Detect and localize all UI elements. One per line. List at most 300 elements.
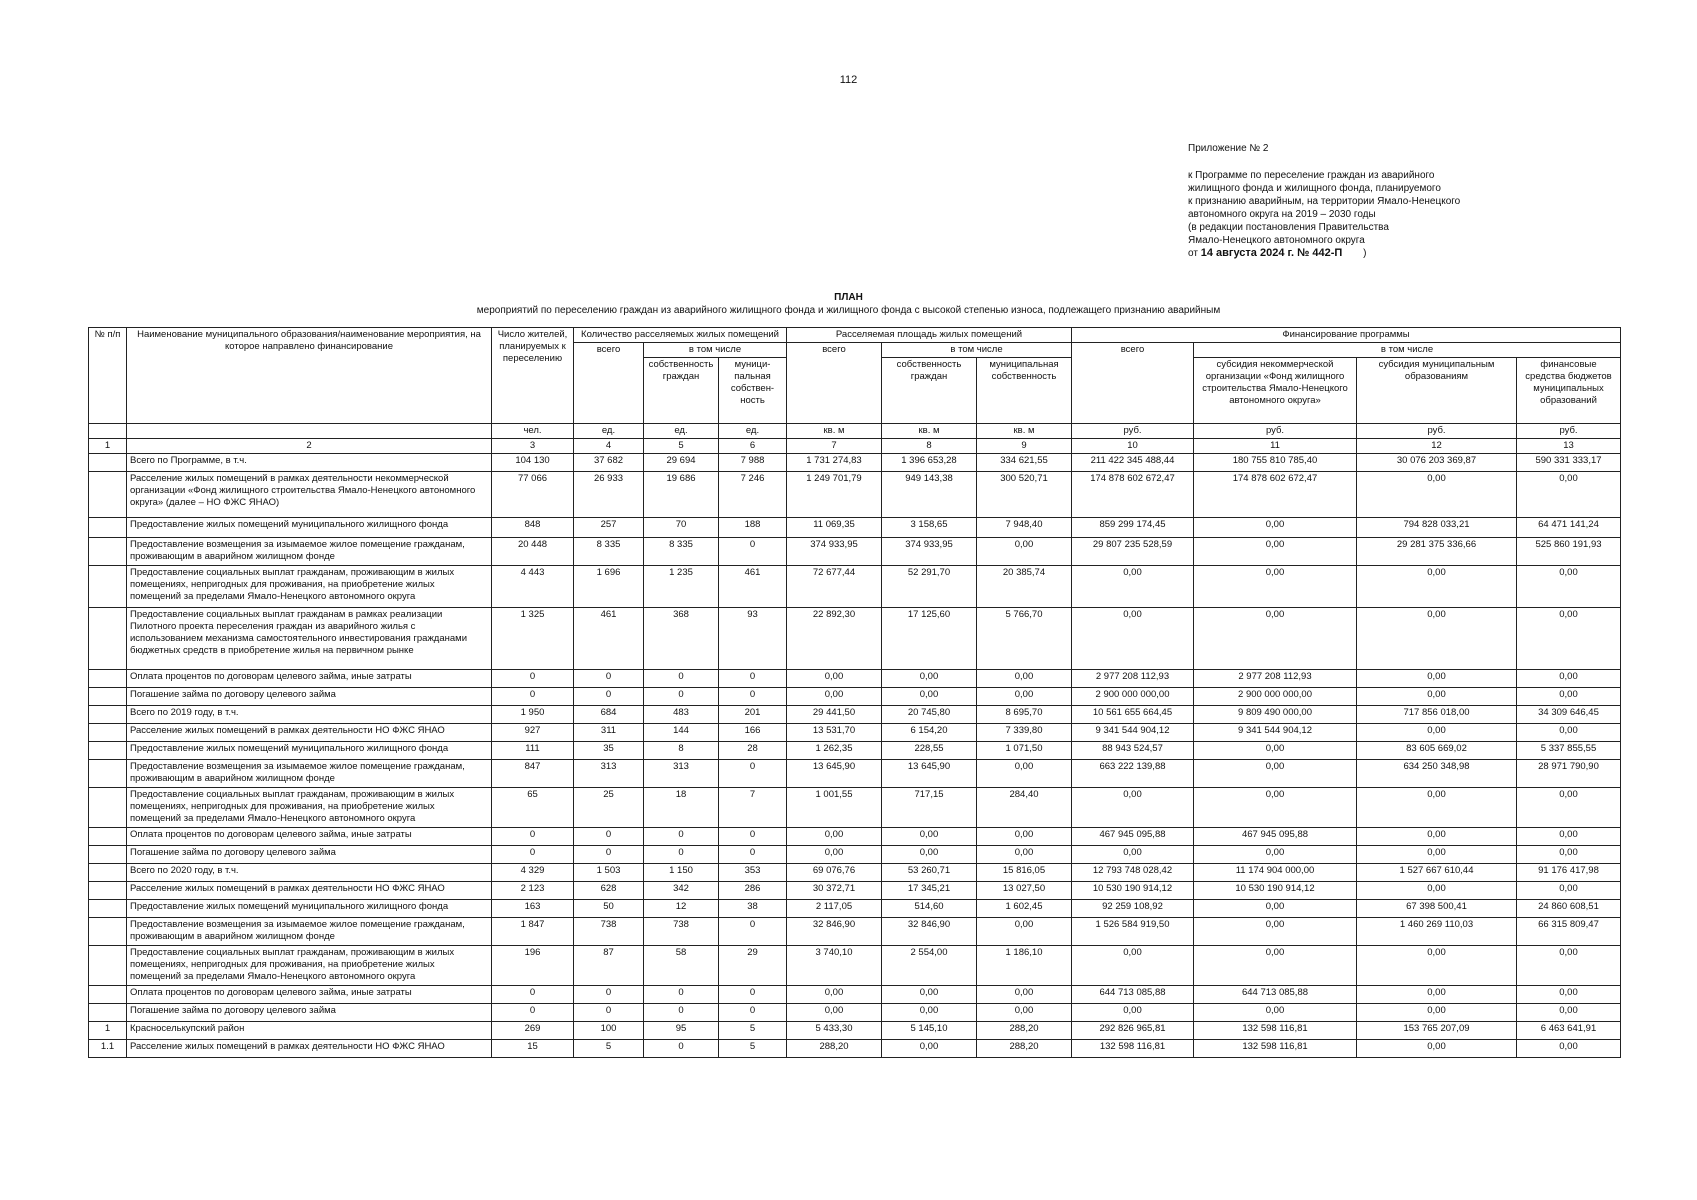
appendix-line: (в редакции постановления Правительства bbox=[1188, 222, 1389, 233]
value-cell: 50 bbox=[574, 900, 644, 918]
value-cell: 0,00 bbox=[787, 986, 882, 1004]
value-cell: 188 bbox=[719, 518, 787, 538]
value-cell: 1 186,10 bbox=[977, 946, 1072, 986]
value-cell: 88 943 524,57 bbox=[1072, 742, 1194, 760]
value-cell: 0,00 bbox=[1357, 1040, 1517, 1058]
value-cell: 6 463 641,91 bbox=[1517, 1022, 1621, 1040]
value-cell: 228,55 bbox=[882, 742, 977, 760]
value-cell: 0 bbox=[574, 846, 644, 864]
row-number-cell bbox=[89, 846, 127, 864]
table-row bbox=[89, 454, 1621, 472]
value-cell: 0,00 bbox=[977, 760, 1072, 788]
value-cell: 9 809 490 000,00 bbox=[1194, 706, 1357, 724]
value-cell: 0,00 bbox=[882, 670, 977, 688]
value-cell: 0,00 bbox=[1357, 670, 1517, 688]
value-cell: 2 977 208 112,93 bbox=[1072, 670, 1194, 688]
value-cell: 847 bbox=[492, 760, 574, 788]
row-number-cell bbox=[89, 946, 127, 986]
value-cell: 104 130 bbox=[492, 454, 574, 472]
value-cell: 1 001,55 bbox=[787, 788, 882, 828]
value-cell: 10 530 190 914,12 bbox=[1194, 882, 1357, 900]
table-row bbox=[89, 608, 1621, 670]
value-cell: 311 bbox=[574, 724, 644, 742]
value-cell: 0 bbox=[574, 828, 644, 846]
value-cell: 25 bbox=[574, 788, 644, 828]
value-cell: 29 441,50 bbox=[787, 706, 882, 724]
value-cell: 38 bbox=[719, 900, 787, 918]
value-cell: 514,60 bbox=[882, 900, 977, 918]
row-name-cell: Расселение жилых помещений в рамках деятельности НО ФЖС ЯНАО bbox=[127, 1040, 492, 1058]
value-cell: 2 900 000 000,00 bbox=[1072, 688, 1194, 706]
header-subsidy-fund: субсидия некоммерческой организации «Фонд жилищного строительства Ямало-Ненецкого автономного округа» bbox=[1194, 358, 1357, 424]
value-cell: 0 bbox=[719, 670, 787, 688]
value-cell: 257 bbox=[574, 518, 644, 538]
value-cell: 111 bbox=[492, 742, 574, 760]
value-cell: 29 807 235 528,59 bbox=[1072, 538, 1194, 566]
value-cell: 13 645,90 bbox=[787, 760, 882, 788]
value-cell: 1 249 701,79 bbox=[787, 472, 882, 518]
value-cell: 7 948,40 bbox=[977, 518, 1072, 538]
value-cell: 0,00 bbox=[1517, 566, 1621, 608]
value-cell: 77 066 bbox=[492, 472, 574, 518]
value-cell: 5 bbox=[574, 1040, 644, 1058]
value-cell: 20 745,80 bbox=[882, 706, 977, 724]
value-cell: 0,00 bbox=[1357, 1004, 1517, 1022]
value-cell: 18 bbox=[644, 788, 719, 828]
column-number-cell: 11 bbox=[1194, 439, 1357, 454]
value-cell: 201 bbox=[719, 706, 787, 724]
row-name-cell: Предоставление социальных выплат гражданам в рамках реализации Пилотного проекта переселения граждан из аварийного жилья с использованием механизма самостоятельного инвестирования гражданами бюджетных средств в приобретение жилья на первичном рынке bbox=[127, 608, 492, 670]
value-cell: 72 677,44 bbox=[787, 566, 882, 608]
value-cell: 0,00 bbox=[977, 1004, 1072, 1022]
value-cell: 0,00 bbox=[977, 846, 1072, 864]
value-cell: 0,00 bbox=[1194, 846, 1357, 864]
value-cell: 0 bbox=[719, 846, 787, 864]
value-cell: 5 145,10 bbox=[882, 1022, 977, 1040]
row-name-cell: Погашение займа по договору целевого займа bbox=[127, 846, 492, 864]
page-number: 112 bbox=[839, 74, 858, 86]
value-cell: 174 878 602 672,47 bbox=[1072, 472, 1194, 518]
value-cell: 8 335 bbox=[574, 538, 644, 566]
value-cell: 738 bbox=[644, 918, 719, 946]
value-cell: 0,00 bbox=[977, 828, 1072, 846]
value-cell: 10 561 655 664,45 bbox=[1072, 706, 1194, 724]
header-area-citizens: собственность граждан bbox=[882, 358, 977, 424]
value-cell: 1 150 bbox=[644, 864, 719, 882]
value-cell: 35 bbox=[574, 742, 644, 760]
value-cell: 83 605 669,02 bbox=[1357, 742, 1517, 760]
value-cell: 8 695,70 bbox=[977, 706, 1072, 724]
value-cell: 0,00 bbox=[787, 846, 882, 864]
value-cell: 0,00 bbox=[1194, 518, 1357, 538]
unit-cell: кв. м bbox=[787, 424, 882, 439]
value-cell: 0 bbox=[492, 986, 574, 1004]
unit-cell bbox=[127, 424, 492, 439]
value-cell: 0 bbox=[719, 918, 787, 946]
column-number-cell: 5 bbox=[644, 439, 719, 454]
table-row bbox=[89, 864, 1621, 882]
value-cell: 9 341 544 904,12 bbox=[1194, 724, 1357, 742]
value-cell: 0,00 bbox=[1194, 946, 1357, 986]
value-cell: 0,00 bbox=[977, 918, 1072, 946]
value-cell: 132 598 116,81 bbox=[1194, 1022, 1357, 1040]
value-cell: 28 bbox=[719, 742, 787, 760]
table-row bbox=[89, 538, 1621, 566]
value-cell: 0,00 bbox=[977, 670, 1072, 688]
value-cell: 30 076 203 369,87 bbox=[1357, 454, 1517, 472]
value-cell: 2 123 bbox=[492, 882, 574, 900]
value-cell: 0 bbox=[644, 846, 719, 864]
row-name-cell: Предоставление возмещения за изымаемое жилое помещение гражданам, проживающим в аварийном жилищном фонде bbox=[127, 918, 492, 946]
value-cell: 37 682 bbox=[574, 454, 644, 472]
value-cell: 0,00 bbox=[1517, 1004, 1621, 1022]
header-count-including: в том числе bbox=[644, 343, 787, 358]
value-cell: 1 950 bbox=[492, 706, 574, 724]
value-cell: 15 816,05 bbox=[977, 864, 1072, 882]
value-cell: 11 069,35 bbox=[787, 518, 882, 538]
column-number-cell: 4 bbox=[574, 439, 644, 454]
row-number-cell bbox=[89, 760, 127, 788]
column-number-cell: 8 bbox=[882, 439, 977, 454]
value-cell: 1 731 274,83 bbox=[787, 454, 882, 472]
column-number-cell: 2 bbox=[127, 439, 492, 454]
value-cell: 0 bbox=[719, 760, 787, 788]
table-row bbox=[89, 670, 1621, 688]
value-cell: 0,00 bbox=[1194, 900, 1357, 918]
header-area-including: в том числе bbox=[882, 343, 1072, 358]
appendix-line: жилищного фонда и жилищного фонда, планируемого bbox=[1188, 183, 1441, 194]
unit-cell: ед. bbox=[719, 424, 787, 439]
value-cell: 29 bbox=[719, 946, 787, 986]
table-row bbox=[89, 566, 1621, 608]
row-name-cell: Расселение жилых помещений в рамках деятельности НО ФЖС ЯНАО bbox=[127, 882, 492, 900]
value-cell: 5 433,30 bbox=[787, 1022, 882, 1040]
unit-cell: кв. м bbox=[977, 424, 1072, 439]
value-cell: 0,00 bbox=[1072, 946, 1194, 986]
table-row bbox=[89, 918, 1621, 946]
row-number-cell: 1 bbox=[89, 1022, 127, 1040]
row-number-cell: 1.1 bbox=[89, 1040, 127, 1058]
appendix-date: 14 августа 2024 г. № 442-П bbox=[1200, 247, 1343, 259]
unit-cell: руб. bbox=[1072, 424, 1194, 439]
value-cell: 0,00 bbox=[1357, 846, 1517, 864]
value-cell: 32 846,90 bbox=[882, 918, 977, 946]
unit-cell: чел. bbox=[492, 424, 574, 439]
value-cell: 0 bbox=[644, 688, 719, 706]
value-cell: 0,00 bbox=[882, 828, 977, 846]
value-cell: 0,00 bbox=[1517, 670, 1621, 688]
row-number-cell bbox=[89, 900, 127, 918]
value-cell: 0 bbox=[492, 846, 574, 864]
value-cell: 0,00 bbox=[1357, 828, 1517, 846]
value-cell: 0 bbox=[492, 688, 574, 706]
value-cell: 7 339,80 bbox=[977, 724, 1072, 742]
value-cell: 0,00 bbox=[1194, 566, 1357, 608]
header-count-citizens: собственность граждан bbox=[644, 358, 719, 424]
value-cell: 374 933,95 bbox=[882, 538, 977, 566]
column-number-cell: 10 bbox=[1072, 439, 1194, 454]
row-name-cell: Предоставление возмещения за изымаемое жилое помещение гражданам, проживающим в аварийном жилищном фонде bbox=[127, 538, 492, 566]
column-number-cell: 6 bbox=[719, 439, 787, 454]
value-cell: 30 372,71 bbox=[787, 882, 882, 900]
value-cell: 374 933,95 bbox=[787, 538, 882, 566]
row-number-cell bbox=[89, 566, 127, 608]
value-cell: 0,00 bbox=[1357, 566, 1517, 608]
value-cell: 6 154,20 bbox=[882, 724, 977, 742]
unit-cell: ед. bbox=[574, 424, 644, 439]
appendix-line: к Программе по переселение граждан из аварийного bbox=[1188, 170, 1435, 181]
row-number-cell bbox=[89, 724, 127, 742]
value-cell: 0,00 bbox=[1517, 608, 1621, 670]
header-num: № п/п bbox=[89, 328, 127, 424]
table-row bbox=[89, 986, 1621, 1004]
value-cell: 0,00 bbox=[882, 1004, 977, 1022]
row-name-cell: Предоставление возмещения за изымаемое жилое помещение гражданам, проживающим в аварийном жилищном фонде bbox=[127, 760, 492, 788]
value-cell: 5 bbox=[719, 1040, 787, 1058]
row-name-cell: Предоставление жилых помещений муниципального жилищного фонда bbox=[127, 742, 492, 760]
value-cell: 286 bbox=[719, 882, 787, 900]
value-cell: 663 222 139,88 bbox=[1072, 760, 1194, 788]
row-name-cell: Предоставление социальных выплат гражданам, проживающим в жилых помещениях, непригодных для проживания, на приобретение жилых помещений за пределами Ямало-Ненецкого автономного округа bbox=[127, 788, 492, 828]
value-cell: 2 117,05 bbox=[787, 900, 882, 918]
value-cell: 70 bbox=[644, 518, 719, 538]
value-cell: 353 bbox=[719, 864, 787, 882]
value-cell: 0,00 bbox=[1072, 566, 1194, 608]
value-cell: 144 bbox=[644, 724, 719, 742]
value-cell: 91 176 417,98 bbox=[1517, 864, 1621, 882]
row-name-cell: Расселение жилых помещений в рамках деятельности НО ФЖС ЯНАО bbox=[127, 724, 492, 742]
value-cell: 0,00 bbox=[1517, 882, 1621, 900]
value-cell: 949 143,38 bbox=[882, 472, 977, 518]
value-cell: 100 bbox=[574, 1022, 644, 1040]
value-cell: 0 bbox=[719, 688, 787, 706]
value-cell: 644 713 085,88 bbox=[1072, 986, 1194, 1004]
value-cell: 0,00 bbox=[1194, 538, 1357, 566]
value-cell: 0 bbox=[719, 986, 787, 1004]
value-cell: 0 bbox=[574, 986, 644, 1004]
row-number-cell bbox=[89, 706, 127, 724]
value-cell: 288,20 bbox=[787, 1040, 882, 1058]
value-cell: 0,00 bbox=[1517, 724, 1621, 742]
header-finance-group: Финансирование программы bbox=[1072, 328, 1621, 343]
header-finance-total: всего bbox=[1072, 343, 1194, 424]
value-cell: 848 bbox=[492, 518, 574, 538]
table-row bbox=[89, 900, 1621, 918]
table-row bbox=[89, 724, 1621, 742]
value-cell: 1 325 bbox=[492, 608, 574, 670]
value-cell: 0 bbox=[492, 1004, 574, 1022]
appendix-line: Ямало-Ненецкого автономного округа bbox=[1188, 235, 1365, 246]
value-cell: 19 686 bbox=[644, 472, 719, 518]
value-cell: 29 281 375 336,66 bbox=[1357, 538, 1517, 566]
value-cell: 92 259 108,92 bbox=[1072, 900, 1194, 918]
value-cell: 483 bbox=[644, 706, 719, 724]
row-name-cell: Оплата процентов по договорам целевого займа, иные затраты bbox=[127, 828, 492, 846]
value-cell: 3 740,10 bbox=[787, 946, 882, 986]
row-name-cell: Предоставление жилых помещений муниципального жилищного фонда bbox=[127, 518, 492, 538]
appendix-date-prefix: от bbox=[1188, 248, 1198, 259]
header-count-municipal: муници-пальная собствен-ность bbox=[719, 358, 787, 424]
value-cell: 2 900 000 000,00 bbox=[1194, 688, 1357, 706]
table-row bbox=[89, 706, 1621, 724]
row-number-cell bbox=[89, 742, 127, 760]
value-cell: 93 bbox=[719, 608, 787, 670]
value-cell: 590 331 333,17 bbox=[1517, 454, 1621, 472]
row-name-cell: Всего по 2020 году, в т.ч. bbox=[127, 864, 492, 882]
value-cell: 32 846,90 bbox=[787, 918, 882, 946]
value-cell: 153 765 207,09 bbox=[1357, 1022, 1517, 1040]
value-cell: 66 315 809,47 bbox=[1517, 918, 1621, 946]
value-cell: 684 bbox=[574, 706, 644, 724]
value-cell: 26 933 bbox=[574, 472, 644, 518]
value-cell: 10 530 190 914,12 bbox=[1072, 882, 1194, 900]
value-cell: 174 878 602 672,47 bbox=[1194, 472, 1357, 518]
value-cell: 1 602,45 bbox=[977, 900, 1072, 918]
header-budget-funds: финансовые средства бюджетов муниципальных образований bbox=[1517, 358, 1621, 424]
row-name-cell: Предоставление социальных выплат гражданам, проживающим в жилых помещениях, непригодных для проживания, на приобретение жилых помещений за пределами Ямало-Ненецкого автономного округа bbox=[127, 946, 492, 986]
value-cell: 0 bbox=[644, 986, 719, 1004]
value-cell: 461 bbox=[574, 608, 644, 670]
value-cell: 738 bbox=[574, 918, 644, 946]
value-cell: 20 448 bbox=[492, 538, 574, 566]
value-cell: 3 158,65 bbox=[882, 518, 977, 538]
row-number-cell bbox=[89, 864, 127, 882]
value-cell: 0 bbox=[644, 1040, 719, 1058]
appendix-date-suffix: ) bbox=[1363, 248, 1367, 259]
value-cell: 9 341 544 904,12 bbox=[1072, 724, 1194, 742]
value-cell: 5 337 855,55 bbox=[1517, 742, 1621, 760]
table-row bbox=[89, 882, 1621, 900]
value-cell: 1 526 584 919,50 bbox=[1072, 918, 1194, 946]
value-cell: 0,00 bbox=[1517, 946, 1621, 986]
value-cell: 196 bbox=[492, 946, 574, 986]
column-number-cell: 7 bbox=[787, 439, 882, 454]
value-cell: 0,00 bbox=[1517, 472, 1621, 518]
value-cell: 0,00 bbox=[1194, 608, 1357, 670]
row-number-cell bbox=[89, 688, 127, 706]
row-name-cell: Погашение займа по договору целевого займа bbox=[127, 1004, 492, 1022]
header-area-group: Расселяемая площадь жилых помещений bbox=[787, 328, 1072, 343]
value-cell: 628 bbox=[574, 882, 644, 900]
value-cell: 0 bbox=[574, 1004, 644, 1022]
value-cell: 211 422 345 488,44 bbox=[1072, 454, 1194, 472]
value-cell: 0 bbox=[492, 828, 574, 846]
value-cell: 1 262,35 bbox=[787, 742, 882, 760]
value-cell: 0,00 bbox=[1517, 828, 1621, 846]
column-number-cell: 3 bbox=[492, 439, 574, 454]
value-cell: 8 335 bbox=[644, 538, 719, 566]
value-cell: 1 503 bbox=[574, 864, 644, 882]
value-cell: 0,00 bbox=[1357, 472, 1517, 518]
row-number-cell bbox=[89, 518, 127, 538]
appendix-date-line bbox=[1188, 247, 1508, 260]
value-cell: 461 bbox=[719, 566, 787, 608]
value-cell: 1 460 269 110,03 bbox=[1357, 918, 1517, 946]
value-cell: 87 bbox=[574, 946, 644, 986]
value-cell: 794 828 033,21 bbox=[1357, 518, 1517, 538]
unit-cell: руб. bbox=[1517, 424, 1621, 439]
value-cell: 0,00 bbox=[977, 688, 1072, 706]
value-cell: 0 bbox=[644, 670, 719, 688]
table-row bbox=[89, 846, 1621, 864]
value-cell: 13 645,90 bbox=[882, 760, 977, 788]
plan-subtitle: мероприятий по переселению граждан из аварийного жилищного фонда и жилищного фонда с высокой степенью износа, подлежащего признанию аварийным bbox=[476, 305, 1221, 316]
row-name-cell: Предоставление жилых помещений муниципального жилищного фонда bbox=[127, 900, 492, 918]
value-cell: 11 174 904 000,00 bbox=[1194, 864, 1357, 882]
value-cell: 1 235 bbox=[644, 566, 719, 608]
value-cell: 1 071,50 bbox=[977, 742, 1072, 760]
header-count-group: Количество расселяемых жилых помещений bbox=[574, 328, 787, 343]
value-cell: 0,00 bbox=[882, 688, 977, 706]
row-name-cell: Оплата процентов по договорам целевого займа, иные затраты bbox=[127, 986, 492, 1004]
value-cell: 12 793 748 028,42 bbox=[1072, 864, 1194, 882]
value-cell: 927 bbox=[492, 724, 574, 742]
value-cell: 17 345,21 bbox=[882, 882, 977, 900]
value-cell: 52 291,70 bbox=[882, 566, 977, 608]
column-number-cell: 13 bbox=[1517, 439, 1621, 454]
value-cell: 1 396 653,28 bbox=[882, 454, 977, 472]
value-cell: 0 bbox=[574, 688, 644, 706]
row-name-cell: Предоставление социальных выплат гражданам, проживающим в жилых помещениях, непригодных для проживания, на приобретение жилых помещений за пределами Ямало-Ненецкого автономного округа bbox=[127, 566, 492, 608]
header-residents: Число жителей, планируемых к переселению bbox=[492, 328, 574, 424]
value-cell: 95 bbox=[644, 1022, 719, 1040]
row-number-cell bbox=[89, 788, 127, 828]
row-name-cell: Всего по Программе, в т.ч. bbox=[127, 454, 492, 472]
appendix-line: автономного округа на 2019 – 2030 годы bbox=[1188, 209, 1376, 220]
row-name-cell: Погашение займа по договору целевого займа bbox=[127, 688, 492, 706]
value-cell: 163 bbox=[492, 900, 574, 918]
value-cell: 64 471 141,24 bbox=[1517, 518, 1621, 538]
value-cell: 132 598 116,81 bbox=[1194, 1040, 1357, 1058]
table-row bbox=[89, 518, 1621, 538]
value-cell: 0,00 bbox=[1194, 788, 1357, 828]
value-cell: 180 755 810 785,40 bbox=[1194, 454, 1357, 472]
row-number-cell bbox=[89, 608, 127, 670]
value-cell: 7 bbox=[719, 788, 787, 828]
unit-cell: ед. bbox=[644, 424, 719, 439]
value-cell: 0,00 bbox=[1072, 846, 1194, 864]
value-cell: 0,00 bbox=[1517, 1040, 1621, 1058]
row-number-cell bbox=[89, 918, 127, 946]
appendix-title: Приложение № 2 bbox=[1188, 143, 1269, 154]
value-cell: 0,00 bbox=[1517, 688, 1621, 706]
value-cell: 0 bbox=[574, 670, 644, 688]
column-numbers-row bbox=[89, 439, 1621, 454]
value-cell: 342 bbox=[644, 882, 719, 900]
appendix-line: к признанию аварийным, на территории Ямало-Ненецкого bbox=[1188, 196, 1461, 207]
value-cell: 0,00 bbox=[1357, 724, 1517, 742]
value-cell: 0,00 bbox=[882, 986, 977, 1004]
value-cell: 0,00 bbox=[1357, 688, 1517, 706]
value-cell: 53 260,71 bbox=[882, 864, 977, 882]
value-cell: 0,00 bbox=[787, 688, 882, 706]
value-cell: 8 bbox=[644, 742, 719, 760]
value-cell: 0 bbox=[644, 828, 719, 846]
value-cell: 288,20 bbox=[977, 1040, 1072, 1058]
value-cell: 334 621,55 bbox=[977, 454, 1072, 472]
value-cell: 132 598 116,81 bbox=[1072, 1040, 1194, 1058]
value-cell: 0,00 bbox=[882, 846, 977, 864]
row-number-cell bbox=[89, 538, 127, 566]
value-cell: 0,00 bbox=[1357, 986, 1517, 1004]
unit-cell bbox=[89, 424, 127, 439]
value-cell: 717,15 bbox=[882, 788, 977, 828]
value-cell: 13 531,70 bbox=[787, 724, 882, 742]
value-cell: 166 bbox=[719, 724, 787, 742]
table-row bbox=[89, 946, 1621, 986]
value-cell: 368 bbox=[644, 608, 719, 670]
table-row bbox=[89, 688, 1621, 706]
